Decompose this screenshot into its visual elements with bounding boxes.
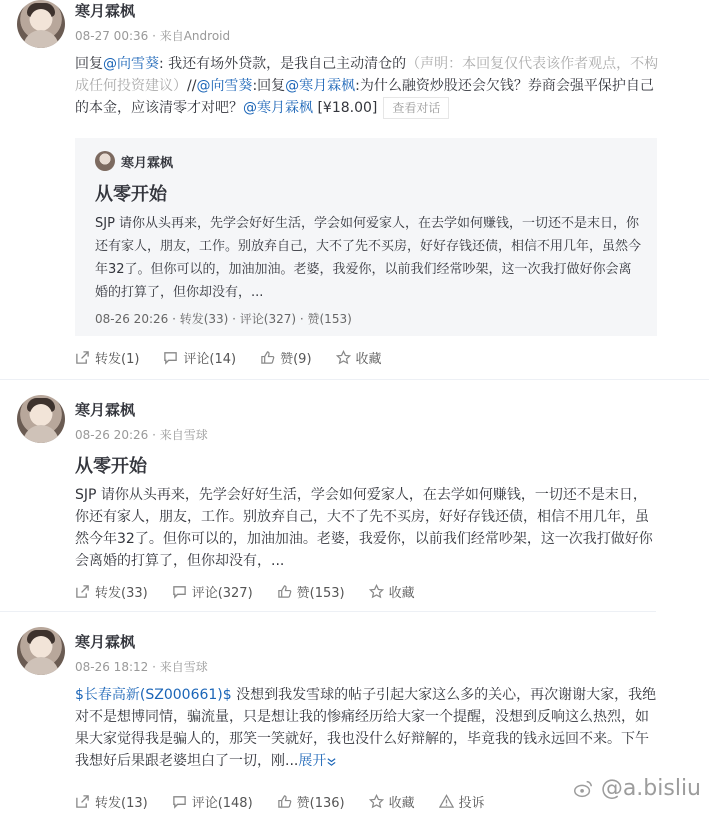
- price: [¥18.00]: [313, 100, 378, 116]
- post-2: [0, 380, 656, 612]
- comment-button[interactable]: [172, 792, 253, 811]
- chevron-down-icon: [326, 756, 337, 767]
- star-icon: [369, 794, 384, 809]
- mention-link[interactable]: @向雪葵: [196, 78, 253, 94]
- view-conversation-button[interactable]: 查看对话: [383, 97, 449, 119]
- quoted-title[interactable]: 从零开始: [95, 184, 167, 205]
- reply-text: :为什么融资炒股还会欠钱？券商会强平保护自己的本金，应该清零才对吧？: [75, 78, 654, 116]
- avatar[interactable]: [17, 395, 65, 443]
- reply-text: : 我还有场外贷款，是我自己主动清仓的: [159, 56, 407, 72]
- repost-label: 转发(33): [95, 586, 148, 601]
- comment-button[interactable]: [163, 348, 236, 367]
- favorite-label: 收藏: [355, 352, 382, 367]
- star-icon: [369, 584, 384, 599]
- favorite-button[interactable]: [369, 582, 415, 601]
- post-1: [0, 0, 709, 380]
- thumbs-up-icon: [277, 584, 292, 599]
- mention-link[interactable]: @向雪葵: [103, 56, 159, 72]
- post-title[interactable]: 从零开始: [75, 456, 147, 477]
- like-label: 赞(153): [296, 586, 345, 601]
- favorite-button[interactable]: [336, 348, 382, 367]
- comment-button[interactable]: [172, 582, 253, 601]
- mention-link[interactable]: @寒月霖枫: [243, 100, 313, 116]
- avatar[interactable]: [17, 0, 65, 48]
- like-label: 赞(136): [296, 796, 345, 811]
- like-button[interactable]: [277, 582, 345, 601]
- favorite-button[interactable]: [369, 792, 415, 811]
- repost-button[interactable]: [75, 348, 139, 367]
- reply-prefix: 回复: [75, 56, 103, 72]
- watermark: [572, 776, 701, 801]
- repost-button[interactable]: [75, 582, 148, 601]
- author-name[interactable]: 寒月霖枫: [75, 633, 136, 651]
- thumbs-up-icon: [277, 794, 292, 809]
- like-button[interactable]: [260, 348, 311, 367]
- post-time[interactable]: 08-26 20:26: [75, 428, 149, 442]
- favorite-label: 收藏: [388, 586, 415, 601]
- separator: //: [187, 78, 197, 94]
- share-icon: [75, 794, 90, 809]
- post-body: 没想到我发雪球的帖子引起大家这么多的关心，再次谢谢大家，我绝对不是想博同情，骗流量，只是想让我的惨痛经历给大家一个提醒，没想到反响这么热烈，如果大家觉得我是骗人的，那笑一笑就好，我也没什么好辩解的，毕竟我的钱永远回不来。下午我想好后果跟老婆坦白了一切，刚...: [75, 687, 657, 769]
- post-text: [75, 53, 661, 119]
- report-label: 投诉: [458, 796, 485, 811]
- author-name[interactable]: 寒月霖枫: [75, 401, 136, 419]
- expand-label: 展开: [298, 753, 327, 769]
- repost-label: 转发(1): [95, 352, 140, 367]
- mention-link[interactable]: @寒月霖枫: [285, 78, 356, 94]
- quoted-avatar[interactable]: [95, 151, 115, 171]
- like-label: 赞(9): [280, 352, 312, 367]
- post-actions: [75, 792, 509, 811]
- watermark-text: @a.bisliu: [600, 776, 701, 801]
- reply-text: :回复: [252, 78, 286, 94]
- post-actions: [75, 348, 406, 367]
- avatar[interactable]: [17, 627, 65, 675]
- warning-icon: [439, 794, 454, 809]
- quoted-post[interactable]: [75, 138, 657, 336]
- post-source: 来自雪球: [159, 428, 208, 442]
- comment-icon: [163, 350, 178, 365]
- post-time[interactable]: 08-26 18:12: [75, 660, 149, 674]
- comment-icon: [172, 584, 187, 599]
- quoted-author[interactable]: 寒月霖枫: [121, 156, 174, 171]
- favorite-label: 收藏: [388, 796, 415, 811]
- comment-label: 评论(148): [191, 796, 253, 811]
- share-icon: [75, 350, 90, 365]
- comment-icon: [172, 794, 187, 809]
- post-source: 来自Android: [159, 29, 231, 43]
- share-icon: [75, 584, 90, 599]
- post-meta: 08-26 20:26 · 来自雪球: [75, 428, 208, 442]
- weibo-logo-icon: [572, 778, 594, 800]
- post-text: SJP 请你从头再来，先学会好好生活，学会如何爱家人，在去学如何赚钱，一切还不是末日，你还有家人，朋友，工作。别放弃自己，大不了先不买房，好好存钱还债，相信不用几年，虽然今年32了。但你可以的，加油加油。老婆，我爱你，以前我们经常吵架，这一次我打做好你会离婚的打算了，但你却没有，...: [75, 487, 653, 569]
- post-actions: [75, 582, 439, 601]
- stock-link[interactable]: $长春高新(SZ000661)$: [75, 687, 232, 703]
- repost-label: 转发(13): [95, 796, 148, 811]
- post-source: 来自雪球: [159, 660, 208, 674]
- star-icon: [336, 350, 351, 365]
- post-3: [0, 612, 656, 828]
- author-name[interactable]: 寒月霖枫: [75, 2, 136, 20]
- post-meta: 08-27 00:36 · 来自Android: [75, 29, 231, 43]
- comment-label: 评论(327): [191, 586, 253, 601]
- disclaimer: （声明：本回复仅代表该作者观点，不构成任何投资建议）: [75, 56, 659, 94]
- quoted-text: SJP 请你从头再来，先学会好好生活，学会如何爱家人，在去学如何赚钱，一切还不是末日，你还有家人，朋友，工作。别放弃自己，大不了先不买房，好好存钱还债，相信不用几年，虽然今年32了。但你可以的，加油加油。老婆，我爱你，以前我们经常吵架，这一次我打做好你会离婚的打算了，但你却没有，...: [95, 216, 642, 300]
- post-time[interactable]: 08-27 00:36: [75, 29, 149, 43]
- repost-button[interactable]: [75, 792, 148, 811]
- comment-label: 评论(14): [183, 352, 237, 367]
- expand-button[interactable]: [298, 753, 337, 769]
- thumbs-up-icon: [260, 350, 275, 365]
- post-meta: 08-26 18:12 · 来自雪球: [75, 660, 208, 674]
- post-text: [75, 684, 659, 772]
- like-button[interactable]: [277, 792, 345, 811]
- report-button[interactable]: [439, 792, 485, 811]
- quoted-meta: 08-26 20:26 · 转发(33) · 评论(327) · 赞(153): [95, 312, 352, 326]
